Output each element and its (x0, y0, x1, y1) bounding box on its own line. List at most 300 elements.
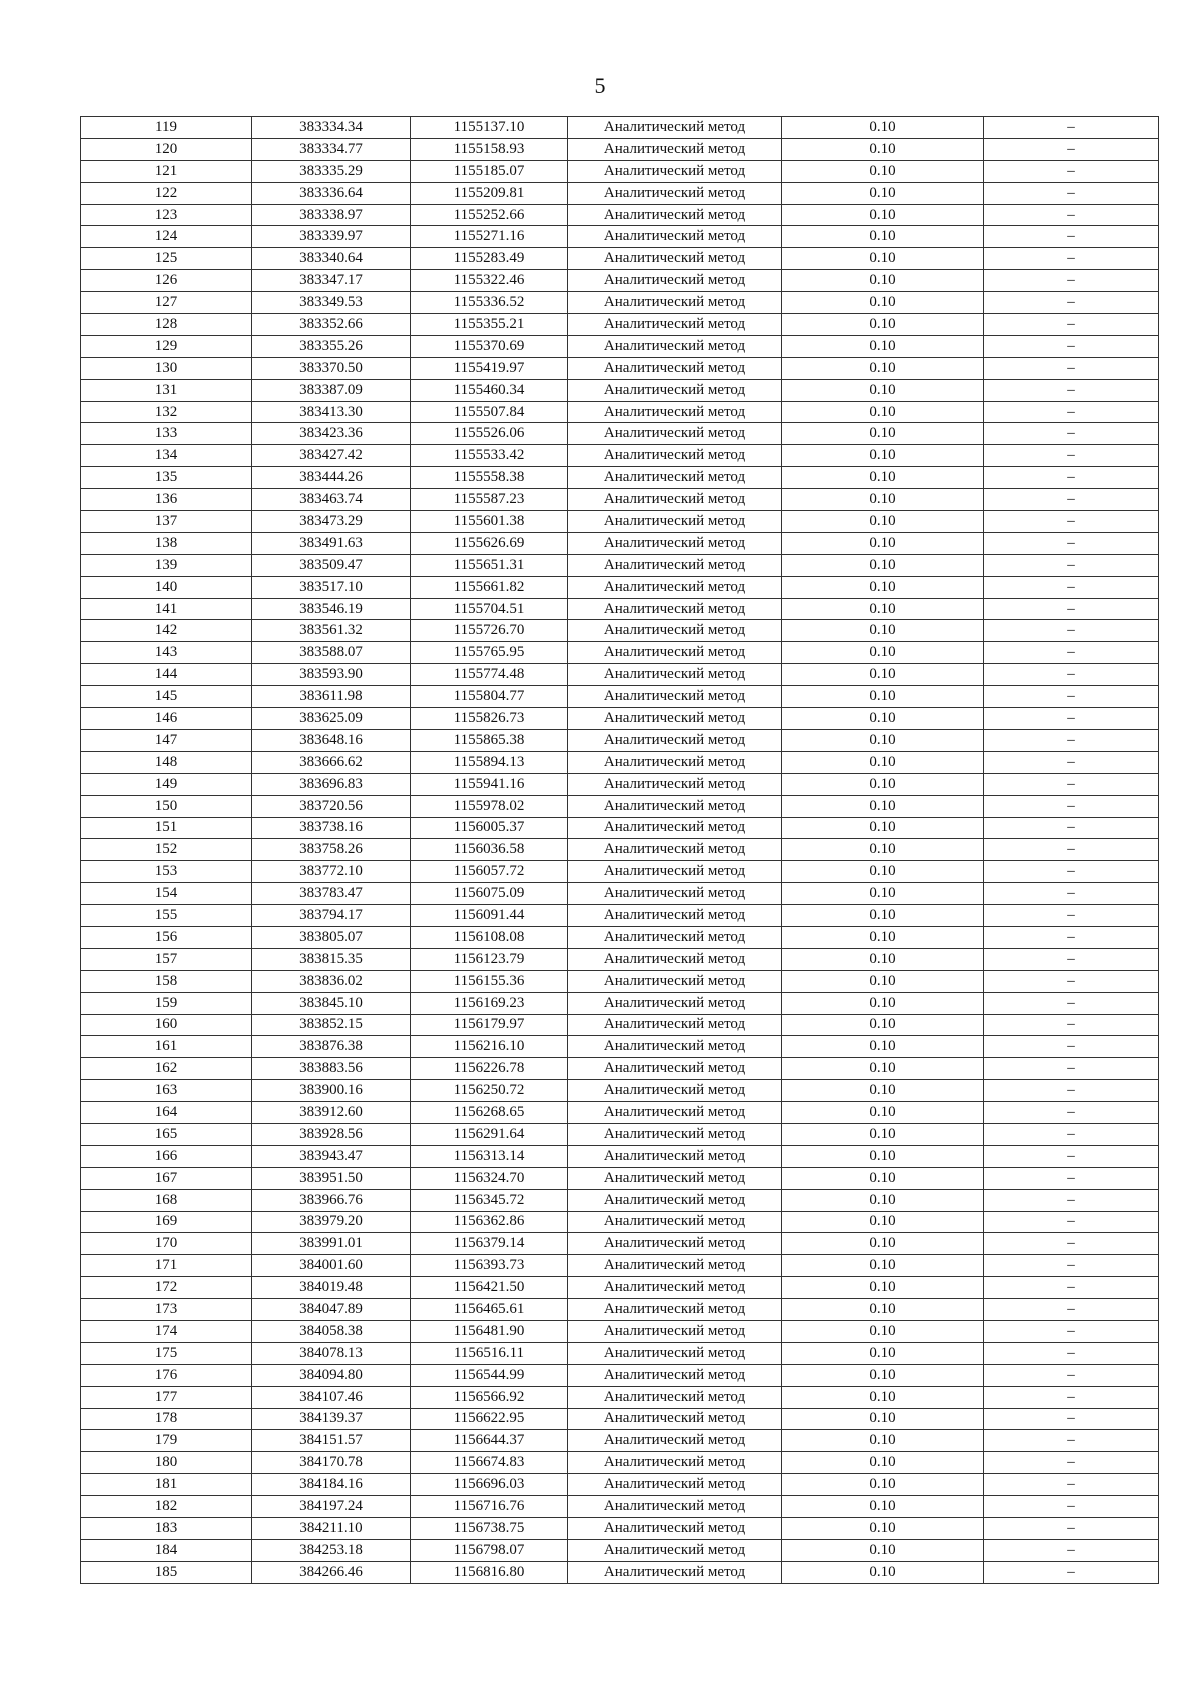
method-cell: Аналитический метод (568, 861, 782, 883)
method-cell: Аналитический метод (568, 1255, 782, 1277)
y-coordinate-cell: 1155726.70 (411, 620, 568, 642)
method-cell: Аналитический метод (568, 1299, 782, 1321)
method-cell: Аналитический метод (568, 751, 782, 773)
note-cell: – (984, 905, 1159, 927)
point-number-cell: 131 (81, 379, 252, 401)
accuracy-cell: 0.10 (782, 1299, 984, 1321)
y-coordinate-cell: 1156313.14 (411, 1145, 568, 1167)
y-coordinate-cell: 1156674.83 (411, 1452, 568, 1474)
accuracy-cell: 0.10 (782, 1036, 984, 1058)
y-coordinate-cell: 1155894.13 (411, 751, 568, 773)
method-cell: Аналитический метод (568, 204, 782, 226)
table-row (81, 1561, 1159, 1583)
x-coordinate-cell: 383794.17 (252, 905, 411, 927)
note-cell: – (984, 1058, 1159, 1080)
accuracy-cell: 0.10 (782, 511, 984, 533)
table-row (81, 270, 1159, 292)
table-row (81, 817, 1159, 839)
accuracy-cell: 0.10 (782, 1474, 984, 1496)
y-coordinate-cell: 1155283.49 (411, 248, 568, 270)
point-number-cell: 143 (81, 642, 252, 664)
y-coordinate-cell: 1156057.72 (411, 861, 568, 883)
point-number-cell: 155 (81, 905, 252, 927)
accuracy-cell: 0.10 (782, 861, 984, 883)
accuracy-cell: 0.10 (782, 248, 984, 270)
table-row (81, 423, 1159, 445)
table-row (81, 1474, 1159, 1496)
accuracy-cell: 0.10 (782, 1518, 984, 1540)
x-coordinate-cell: 383979.20 (252, 1211, 411, 1233)
note-cell: – (984, 1364, 1159, 1386)
method-cell: Аналитический метод (568, 1496, 782, 1518)
note-cell: – (984, 1014, 1159, 1036)
table-row (81, 401, 1159, 423)
note-cell: – (984, 1102, 1159, 1124)
x-coordinate-cell: 383491.63 (252, 532, 411, 554)
note-cell: – (984, 554, 1159, 576)
x-coordinate-cell: 383427.42 (252, 445, 411, 467)
point-number-cell: 148 (81, 751, 252, 773)
note-cell: – (984, 729, 1159, 751)
table-row (81, 1408, 1159, 1430)
table-row (81, 861, 1159, 883)
y-coordinate-cell: 1155826.73 (411, 708, 568, 730)
x-coordinate-cell: 383387.09 (252, 379, 411, 401)
accuracy-cell: 0.10 (782, 182, 984, 204)
note-cell: – (984, 335, 1159, 357)
table-row (81, 1496, 1159, 1518)
accuracy-cell: 0.10 (782, 117, 984, 139)
accuracy-cell: 0.10 (782, 751, 984, 773)
table-row (81, 751, 1159, 773)
accuracy-cell: 0.10 (782, 883, 984, 905)
method-cell: Аналитический метод (568, 1189, 782, 1211)
x-coordinate-cell: 383783.47 (252, 883, 411, 905)
y-coordinate-cell: 1156421.50 (411, 1277, 568, 1299)
y-coordinate-cell: 1156716.76 (411, 1496, 568, 1518)
x-coordinate-cell: 383546.19 (252, 598, 411, 620)
table-row (81, 1036, 1159, 1058)
method-cell: Аналитический метод (568, 620, 782, 642)
x-coordinate-cell: 383334.34 (252, 117, 411, 139)
table-row (81, 1386, 1159, 1408)
point-number-cell: 171 (81, 1255, 252, 1277)
point-number-cell: 176 (81, 1364, 252, 1386)
method-cell: Аналитический метод (568, 576, 782, 598)
y-coordinate-cell: 1156179.97 (411, 1014, 568, 1036)
method-cell: Аналитический метод (568, 905, 782, 927)
y-coordinate-cell: 1155209.81 (411, 182, 568, 204)
x-coordinate-cell: 384047.89 (252, 1299, 411, 1321)
table-row (81, 992, 1159, 1014)
table-row (81, 511, 1159, 533)
point-number-cell: 184 (81, 1539, 252, 1561)
x-coordinate-cell: 383463.74 (252, 489, 411, 511)
y-coordinate-cell: 1156816.80 (411, 1561, 568, 1583)
x-coordinate-cell: 383335.29 (252, 160, 411, 182)
point-number-cell: 174 (81, 1320, 252, 1342)
method-cell: Аналитический метод (568, 270, 782, 292)
y-coordinate-cell: 1156362.86 (411, 1211, 568, 1233)
y-coordinate-cell: 1156226.78 (411, 1058, 568, 1080)
point-number-cell: 146 (81, 708, 252, 730)
accuracy-cell: 0.10 (782, 839, 984, 861)
note-cell: – (984, 292, 1159, 314)
table-row (81, 1145, 1159, 1167)
table-row (81, 1518, 1159, 1540)
method-cell: Аналитический метод (568, 1123, 782, 1145)
table-row (81, 1123, 1159, 1145)
point-number-cell: 134 (81, 445, 252, 467)
note-cell: – (984, 1167, 1159, 1189)
y-coordinate-cell: 1155526.06 (411, 423, 568, 445)
note-cell: – (984, 773, 1159, 795)
y-coordinate-cell: 1156516.11 (411, 1342, 568, 1364)
x-coordinate-cell: 384184.16 (252, 1474, 411, 1496)
y-coordinate-cell: 1155865.38 (411, 729, 568, 751)
table-row (81, 292, 1159, 314)
y-coordinate-cell: 1155158.93 (411, 138, 568, 160)
point-number-cell: 168 (81, 1189, 252, 1211)
note-cell: – (984, 1123, 1159, 1145)
x-coordinate-cell: 383876.38 (252, 1036, 411, 1058)
method-cell: Аналитический метод (568, 1102, 782, 1124)
table-row (81, 883, 1159, 905)
method-cell: Аналитический метод (568, 117, 782, 139)
point-number-cell: 181 (81, 1474, 252, 1496)
accuracy-cell: 0.10 (782, 1233, 984, 1255)
note-cell: – (984, 1036, 1159, 1058)
point-number-cell: 136 (81, 489, 252, 511)
x-coordinate-cell: 383738.16 (252, 817, 411, 839)
accuracy-cell: 0.10 (782, 1167, 984, 1189)
table-row (81, 1080, 1159, 1102)
table-row (81, 1299, 1159, 1321)
note-cell: – (984, 598, 1159, 620)
point-number-cell: 135 (81, 467, 252, 489)
y-coordinate-cell: 1155804.77 (411, 686, 568, 708)
x-coordinate-cell: 383928.56 (252, 1123, 411, 1145)
note-cell: – (984, 1408, 1159, 1430)
x-coordinate-cell: 383588.07 (252, 642, 411, 664)
table-row (81, 160, 1159, 182)
method-cell: Аналитический метод (568, 1408, 782, 1430)
note-cell: – (984, 926, 1159, 948)
table-row (81, 467, 1159, 489)
method-cell: Аналитический метод (568, 423, 782, 445)
method-cell: Аналитический метод (568, 401, 782, 423)
method-cell: Аналитический метод (568, 817, 782, 839)
method-cell: Аналитический метод (568, 292, 782, 314)
note-cell: – (984, 467, 1159, 489)
x-coordinate-cell: 384094.80 (252, 1364, 411, 1386)
method-cell: Аналитический метод (568, 532, 782, 554)
x-coordinate-cell: 383900.16 (252, 1080, 411, 1102)
point-number-cell: 123 (81, 204, 252, 226)
method-cell: Аналитический метод (568, 1386, 782, 1408)
note-cell: – (984, 576, 1159, 598)
x-coordinate-cell: 383666.62 (252, 751, 411, 773)
note-cell: – (984, 948, 1159, 970)
table-row (81, 773, 1159, 795)
y-coordinate-cell: 1156291.64 (411, 1123, 568, 1145)
x-coordinate-cell: 384266.46 (252, 1561, 411, 1583)
point-number-cell: 165 (81, 1123, 252, 1145)
table-row (81, 1342, 1159, 1364)
accuracy-cell: 0.10 (782, 1277, 984, 1299)
x-coordinate-cell: 383912.60 (252, 1102, 411, 1124)
x-coordinate-cell: 384170.78 (252, 1452, 411, 1474)
table-row (81, 839, 1159, 861)
accuracy-cell: 0.10 (782, 160, 984, 182)
x-coordinate-cell: 384197.24 (252, 1496, 411, 1518)
method-cell: Аналитический метод (568, 926, 782, 948)
note-cell: – (984, 357, 1159, 379)
note-cell: – (984, 751, 1159, 773)
method-cell: Аналитический метод (568, 686, 782, 708)
point-number-cell: 140 (81, 576, 252, 598)
method-cell: Аналитический метод (568, 1211, 782, 1233)
point-number-cell: 129 (81, 335, 252, 357)
x-coordinate-cell: 383509.47 (252, 554, 411, 576)
x-coordinate-cell: 383966.76 (252, 1189, 411, 1211)
y-coordinate-cell: 1155271.16 (411, 226, 568, 248)
point-number-cell: 172 (81, 1277, 252, 1299)
x-coordinate-cell: 383340.64 (252, 248, 411, 270)
y-coordinate-cell: 1156108.08 (411, 926, 568, 948)
point-number-cell: 125 (81, 248, 252, 270)
method-cell: Аналитический метод (568, 248, 782, 270)
point-number-cell: 177 (81, 1386, 252, 1408)
table-row (81, 226, 1159, 248)
x-coordinate-cell: 383370.50 (252, 357, 411, 379)
method-cell: Аналитический метод (568, 467, 782, 489)
table-row (81, 532, 1159, 554)
accuracy-cell: 0.10 (782, 598, 984, 620)
accuracy-cell: 0.10 (782, 729, 984, 751)
method-cell: Аналитический метод (568, 1452, 782, 1474)
point-number-cell: 182 (81, 1496, 252, 1518)
y-coordinate-cell: 1156566.92 (411, 1386, 568, 1408)
x-coordinate-cell: 383352.66 (252, 314, 411, 336)
y-coordinate-cell: 1155507.84 (411, 401, 568, 423)
table-row (81, 1189, 1159, 1211)
accuracy-cell: 0.10 (782, 204, 984, 226)
table-row (81, 1014, 1159, 1036)
x-coordinate-cell: 384253.18 (252, 1539, 411, 1561)
method-cell: Аналитический метод (568, 1518, 782, 1540)
method-cell: Аналитический метод (568, 598, 782, 620)
y-coordinate-cell: 1156644.37 (411, 1430, 568, 1452)
y-coordinate-cell: 1155533.42 (411, 445, 568, 467)
note-cell: – (984, 314, 1159, 336)
y-coordinate-cell: 1155765.95 (411, 642, 568, 664)
method-cell: Аналитический метод (568, 970, 782, 992)
point-number-cell: 185 (81, 1561, 252, 1583)
point-number-cell: 122 (81, 182, 252, 204)
note-cell: – (984, 401, 1159, 423)
x-coordinate-cell: 384019.48 (252, 1277, 411, 1299)
point-number-cell: 124 (81, 226, 252, 248)
x-coordinate-cell: 383852.15 (252, 1014, 411, 1036)
method-cell: Аналитический метод (568, 489, 782, 511)
accuracy-cell: 0.10 (782, 357, 984, 379)
accuracy-cell: 0.10 (782, 970, 984, 992)
accuracy-cell: 0.10 (782, 423, 984, 445)
x-coordinate-cell: 383648.16 (252, 729, 411, 751)
table-row (81, 1277, 1159, 1299)
note-cell: – (984, 817, 1159, 839)
accuracy-cell: 0.10 (782, 1189, 984, 1211)
table-row (81, 335, 1159, 357)
point-number-cell: 164 (81, 1102, 252, 1124)
method-cell: Аналитический метод (568, 1342, 782, 1364)
note-cell: – (984, 1561, 1159, 1583)
note-cell: – (984, 686, 1159, 708)
method-cell: Аналитический метод (568, 1014, 782, 1036)
y-coordinate-cell: 1156005.37 (411, 817, 568, 839)
method-cell: Аналитический метод (568, 379, 782, 401)
accuracy-cell: 0.10 (782, 1102, 984, 1124)
method-cell: Аналитический метод (568, 1364, 782, 1386)
point-number-cell: 147 (81, 729, 252, 751)
point-number-cell: 151 (81, 817, 252, 839)
x-coordinate-cell: 383349.53 (252, 292, 411, 314)
x-coordinate-cell: 383772.10 (252, 861, 411, 883)
method-cell: Аналитический метод (568, 795, 782, 817)
x-coordinate-cell: 383338.97 (252, 204, 411, 226)
point-number-cell: 162 (81, 1058, 252, 1080)
y-coordinate-cell: 1155370.69 (411, 335, 568, 357)
x-coordinate-cell: 383758.26 (252, 839, 411, 861)
y-coordinate-cell: 1155137.10 (411, 117, 568, 139)
y-coordinate-cell: 1155460.34 (411, 379, 568, 401)
note-cell: – (984, 1386, 1159, 1408)
x-coordinate-cell: 384139.37 (252, 1408, 411, 1430)
note-cell: – (984, 708, 1159, 730)
point-number-cell: 179 (81, 1430, 252, 1452)
point-number-cell: 145 (81, 686, 252, 708)
y-coordinate-cell: 1156216.10 (411, 1036, 568, 1058)
accuracy-cell: 0.10 (782, 1014, 984, 1036)
x-coordinate-cell: 383943.47 (252, 1145, 411, 1167)
accuracy-cell: 0.10 (782, 554, 984, 576)
method-cell: Аналитический метод (568, 708, 782, 730)
method-cell: Аналитический метод (568, 1561, 782, 1583)
accuracy-cell: 0.10 (782, 138, 984, 160)
y-coordinate-cell: 1156250.72 (411, 1080, 568, 1102)
y-coordinate-cell: 1156155.36 (411, 970, 568, 992)
y-coordinate-cell: 1156393.73 (411, 1255, 568, 1277)
note-cell: – (984, 1277, 1159, 1299)
note-cell: – (984, 1474, 1159, 1496)
x-coordinate-cell: 383517.10 (252, 576, 411, 598)
y-coordinate-cell: 1156091.44 (411, 905, 568, 927)
method-cell: Аналитический метод (568, 138, 782, 160)
point-number-cell: 150 (81, 795, 252, 817)
x-coordinate-cell: 383836.02 (252, 970, 411, 992)
accuracy-cell: 0.10 (782, 1386, 984, 1408)
note-cell: – (984, 795, 1159, 817)
table-row (81, 1102, 1159, 1124)
coordinates-table (80, 116, 1159, 1584)
table-row (81, 1320, 1159, 1342)
point-number-cell: 169 (81, 1211, 252, 1233)
y-coordinate-cell: 1155252.66 (411, 204, 568, 226)
point-number-cell: 128 (81, 314, 252, 336)
note-cell: – (984, 204, 1159, 226)
note-cell: – (984, 1518, 1159, 1540)
point-number-cell: 180 (81, 1452, 252, 1474)
page-number: 5 (594, 73, 606, 98)
x-coordinate-cell: 384058.38 (252, 1320, 411, 1342)
y-coordinate-cell: 1156169.23 (411, 992, 568, 1014)
accuracy-cell: 0.10 (782, 926, 984, 948)
point-number-cell: 121 (81, 160, 252, 182)
x-coordinate-cell: 383720.56 (252, 795, 411, 817)
table-row (81, 795, 1159, 817)
y-coordinate-cell: 1155558.38 (411, 467, 568, 489)
accuracy-cell: 0.10 (782, 642, 984, 664)
note-cell: – (984, 883, 1159, 905)
note-cell: – (984, 226, 1159, 248)
method-cell: Аналитический метод (568, 357, 782, 379)
accuracy-cell: 0.10 (782, 1080, 984, 1102)
y-coordinate-cell: 1156268.65 (411, 1102, 568, 1124)
point-number-cell: 154 (81, 883, 252, 905)
y-coordinate-cell: 1156544.99 (411, 1364, 568, 1386)
accuracy-cell: 0.10 (782, 620, 984, 642)
accuracy-cell: 0.10 (782, 992, 984, 1014)
y-coordinate-cell: 1156622.95 (411, 1408, 568, 1430)
point-number-cell: 157 (81, 948, 252, 970)
accuracy-cell: 0.10 (782, 1496, 984, 1518)
accuracy-cell: 0.10 (782, 1561, 984, 1583)
y-coordinate-cell: 1155322.46 (411, 270, 568, 292)
point-number-cell: 170 (81, 1233, 252, 1255)
table-row (81, 204, 1159, 226)
method-cell: Аналитический метод (568, 314, 782, 336)
point-number-cell: 178 (81, 1408, 252, 1430)
point-number-cell: 119 (81, 117, 252, 139)
note-cell: – (984, 379, 1159, 401)
x-coordinate-cell: 383336.64 (252, 182, 411, 204)
method-cell: Аналитический метод (568, 1080, 782, 1102)
table-row (81, 1539, 1159, 1561)
y-coordinate-cell: 1156324.70 (411, 1167, 568, 1189)
point-number-cell: 139 (81, 554, 252, 576)
note-cell: – (984, 839, 1159, 861)
method-cell: Аналитический метод (568, 554, 782, 576)
y-coordinate-cell: 1156123.79 (411, 948, 568, 970)
point-number-cell: 120 (81, 138, 252, 160)
y-coordinate-cell: 1155978.02 (411, 795, 568, 817)
table-row (81, 314, 1159, 336)
accuracy-cell: 0.10 (782, 1320, 984, 1342)
accuracy-cell: 0.10 (782, 335, 984, 357)
table-row (81, 664, 1159, 686)
x-coordinate-cell: 384107.46 (252, 1386, 411, 1408)
point-number-cell: 133 (81, 423, 252, 445)
note-cell: – (984, 1255, 1159, 1277)
accuracy-cell: 0.10 (782, 270, 984, 292)
y-coordinate-cell: 1156798.07 (411, 1539, 568, 1561)
y-coordinate-cell: 1156379.14 (411, 1233, 568, 1255)
accuracy-cell: 0.10 (782, 1255, 984, 1277)
x-coordinate-cell: 384078.13 (252, 1342, 411, 1364)
point-number-cell: 156 (81, 926, 252, 948)
point-number-cell: 159 (81, 992, 252, 1014)
